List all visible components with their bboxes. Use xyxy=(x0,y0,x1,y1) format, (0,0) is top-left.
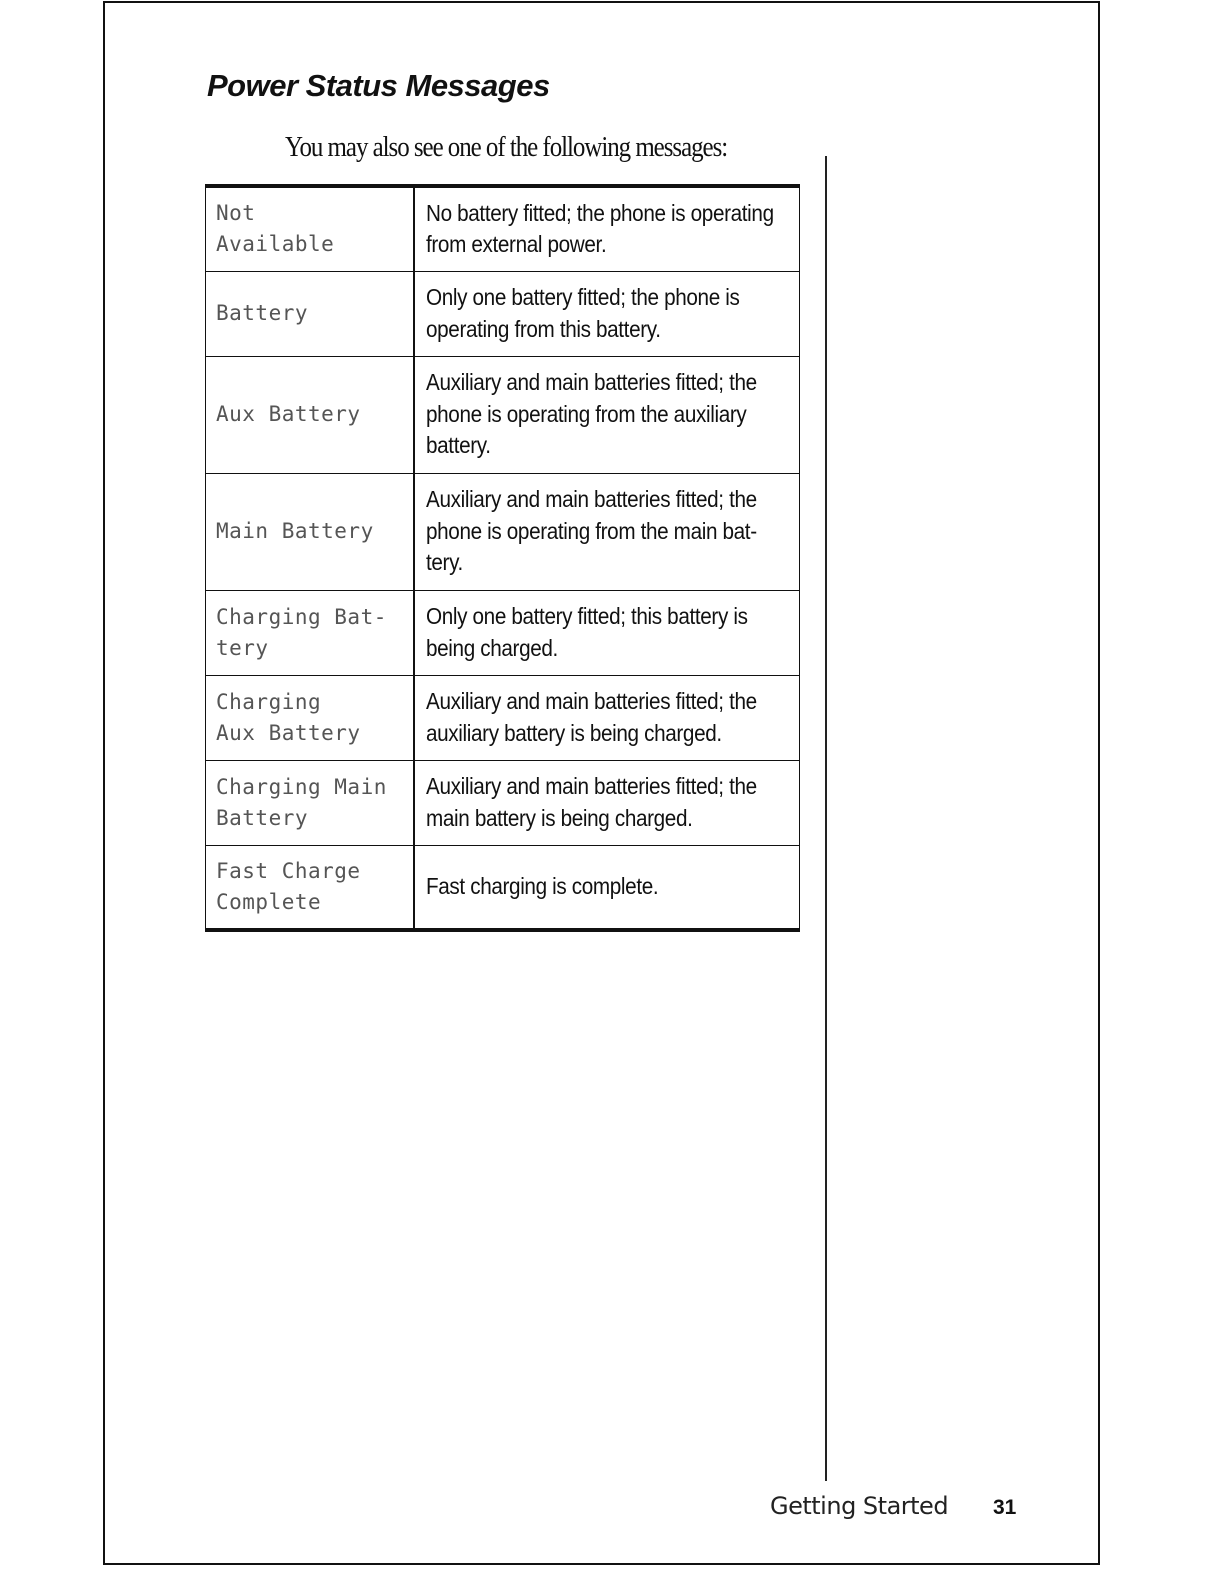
footer-section-title: Getting Started xyxy=(770,1492,949,1520)
status-description: Auxiliary and main batteries fitted; the phone is operating from the auxiliary battery. xyxy=(426,369,757,459)
status-description-cell xyxy=(414,271,800,356)
status-description: Fast charging is complete. xyxy=(426,873,659,899)
page-heading: Power Status Messages xyxy=(207,68,550,103)
status-description-cell xyxy=(414,760,800,845)
status-code: Not Available xyxy=(216,201,335,257)
status-code: Charging Bat- tery xyxy=(216,604,387,660)
status-description: Auxiliary and main batteries fitted; the auxiliary battery is being charged. xyxy=(426,688,757,746)
status-code: Fast Charge Complete xyxy=(216,858,361,914)
page-number: 31 xyxy=(993,1496,1017,1519)
table-row xyxy=(206,473,800,590)
status-description-cell xyxy=(414,473,800,590)
status-description: Only one battery fitted; the phone is operating from this battery. xyxy=(426,284,740,342)
status-description-cell xyxy=(414,356,800,473)
status-code-cell xyxy=(206,356,415,473)
table-row xyxy=(206,760,800,845)
status-description: Only one battery fitted; this battery is being charged. xyxy=(426,603,748,661)
status-code-cell xyxy=(206,590,415,675)
power-status-table xyxy=(205,184,800,932)
status-description: No battery fitted; the phone is operating from external power. xyxy=(426,199,774,258)
table-row xyxy=(206,356,800,473)
status-code: Battery xyxy=(216,301,309,325)
table-row xyxy=(206,186,800,271)
status-description: Auxiliary and main batteries fitted; the main battery is being charged. xyxy=(426,773,757,831)
table-row xyxy=(206,271,800,356)
status-code-cell xyxy=(206,845,415,930)
status-code-cell xyxy=(206,675,415,760)
table-row xyxy=(206,845,800,930)
status-code: Main Battery xyxy=(216,519,374,543)
status-code-cell xyxy=(206,473,415,590)
status-description-cell xyxy=(414,845,800,930)
status-description-cell xyxy=(414,675,800,760)
table-row xyxy=(206,590,800,675)
status-code: Charging Aux Battery xyxy=(216,689,361,745)
status-code-cell xyxy=(206,186,415,271)
status-code: Aux Battery xyxy=(216,402,361,426)
status-description: Auxiliary and main batteries fitted; the phone is operating from the main bat-tery. xyxy=(426,486,757,576)
status-code: Charging Main Battery xyxy=(216,774,387,830)
margin-rule xyxy=(825,156,827,1481)
status-code-cell xyxy=(206,271,415,356)
table-row xyxy=(206,675,800,760)
intro-text: You may also see one of the following messages: xyxy=(285,131,728,163)
status-description-cell xyxy=(414,186,800,271)
status-code-cell xyxy=(206,760,415,845)
status-description-cell xyxy=(414,590,800,675)
